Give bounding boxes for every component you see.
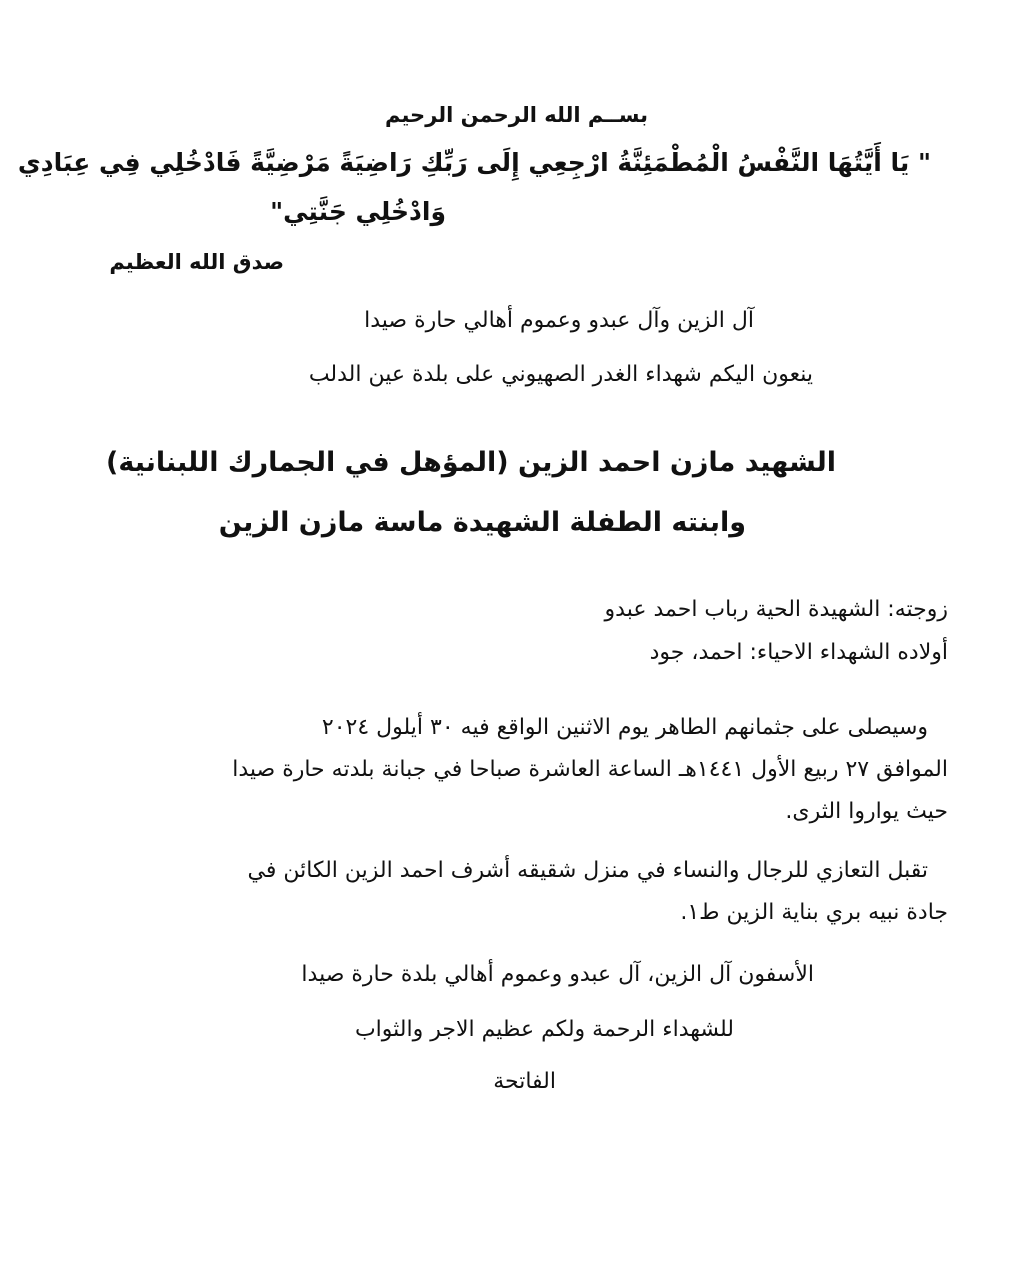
children-line: أولاده الشهداء الاحياء: احمد، جود [649,640,948,665]
quran-verse-line-2: وَادْخُلِي جَنَّتِي" [270,197,446,226]
funeral-line-2: الموافق ٢٧ ربيع الأول ١٤٤١هـ الساعة العاشرة صباحا في جبانة بلدته حارة صيدا [232,757,948,782]
funeral-line-1: وسيصلى على جثمانهم الطاهر يوم الاثنين الواقع فيه ٣٠ أيلول ٢٠٢٤ [321,715,928,740]
martyr-daughter-line: وابنته الطفلة الشهيدة ماسة مازن الزين [218,507,746,538]
sadaq-allah: صدق الله العظيم [109,250,284,274]
basmala-heading: بســم الله الرحمن الرحيم [385,103,648,127]
mourners-line: الأسفون آل الزين، آل عبدو وعموم أهالي بلدة حارة صيدا [301,962,814,987]
fatiha-line: الفاتحة [493,1069,556,1094]
funeral-line-3: حيث يواروا الثرى. [785,799,948,824]
mercy-line: للشهداء الرحمة ولكم عظيم الاجر والثواب [354,1017,734,1042]
martyr-name-line: الشهيد مازن احمد الزين (المؤهل في الجمارك اللبنانية) [105,447,836,478]
wife-line: زوجته: الشهيدة الحية رباب احمد عبدو [604,597,948,622]
quran-verse-line-1: " يَا أَيَّتُهَا النَّفْسُ الْمُطْمَئِنَّةُ ارْجِعِي إِلَى رَبِّكِ رَاضِيَةً مَرْضِيَّةً فَادْخُلِي فِي عِبَادِي [17,148,931,177]
condolences-line-2: جادة نبيه بري بناية الزين ط١. [680,900,948,925]
mourning-line: ينعون اليكم شهداء الغدر الصهيوني على بلدة عين الدلب [308,362,813,387]
families-line: آل الزين وآل عبدو وعموم أهالي حارة صيدا [364,308,754,333]
condolences-line-1: تقبل التعازي للرجال والنساء في منزل شقيقه أشرف احمد الزين الكائن في [247,858,928,883]
